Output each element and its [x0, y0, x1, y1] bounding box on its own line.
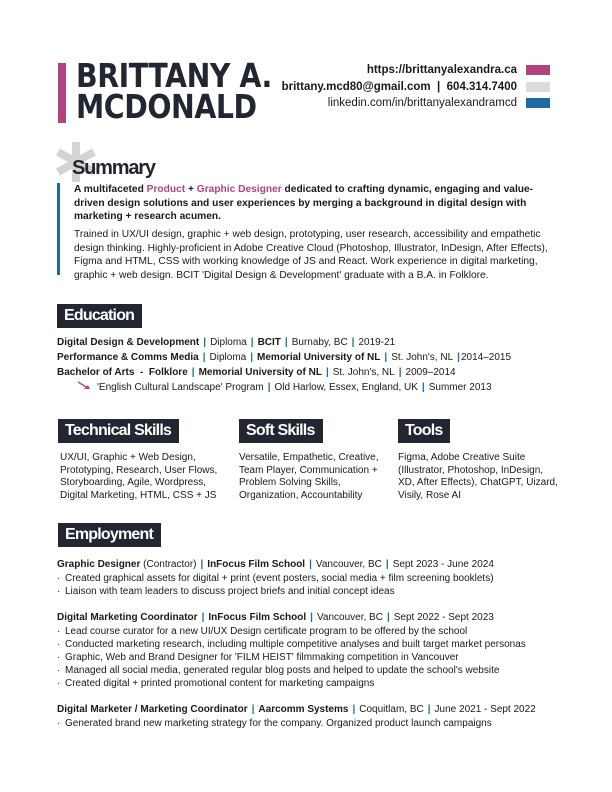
- lead-graphic-designer: Graphic Designer: [196, 184, 282, 195]
- lead-product: Product: [146, 184, 186, 195]
- job-role: Digital Marketing Coordinator: [57, 612, 198, 623]
- separator: |: [250, 352, 254, 363]
- separator: |: [384, 352, 388, 363]
- lead-text-rest: dedicated to crafting dynamic, engaging and value-driven design solutions and user experiences by merging a background in digital design with marketing + research acumen.: [74, 184, 534, 222]
- summary-accent-bar: [57, 183, 60, 275]
- job-company: Aarcomm Systems: [258, 704, 349, 715]
- bullet-icon: ·: [57, 665, 61, 676]
- separator: |: [267, 382, 271, 393]
- bullet-text: Generated brand new marketing strategy for the company. Organized product launch campaigns: [65, 718, 492, 729]
- edu-location: St. John's, NL: [332, 367, 395, 378]
- separator: |: [251, 704, 255, 715]
- education-row: [57, 350, 511, 365]
- bullet-icon: ·: [57, 678, 61, 689]
- bullet-icon: ·: [57, 718, 61, 729]
- separator: |: [351, 337, 355, 348]
- tools-heading: Tools: [398, 419, 450, 443]
- education-row: [57, 335, 511, 350]
- bullet-text: Managed all social media, generated regular blog posts and helped to update the school's website: [65, 665, 500, 676]
- pink-swatch: [526, 65, 550, 75]
- job-location: Vancouver, BC: [315, 559, 382, 570]
- separator: |: [310, 612, 313, 623]
- separator: |: [457, 352, 460, 363]
- edu-sub-program: 'English Cultural Landscape' Program: [97, 382, 264, 393]
- name-accent-bar: [58, 63, 66, 123]
- separator: |: [325, 367, 329, 378]
- separator: |: [250, 337, 254, 348]
- contact-block: [282, 62, 550, 112]
- technical-skills-heading: Technical Skills: [58, 419, 179, 443]
- job-title-row: [57, 612, 526, 623]
- job-bullet: [57, 677, 526, 690]
- job-bullet: [57, 664, 526, 677]
- edu-type: Diploma: [210, 337, 247, 348]
- technical-skills-text: UX/UI, Graphic + Web Design, Prototyping, Research, User Flows, Storyboarding, Agile, Wordpress, Digital Marketing, HTML, CSS + JS: [60, 452, 218, 501]
- name-line-1: BRITTANY A.: [76, 56, 272, 95]
- tools-text: Figma, Adobe Creative Suite (Illustrator, Photoshop, InDesign, XD, After Effects), ChatGPT, Uizard, Visily, Rose AI: [398, 452, 558, 501]
- education-heading: Education: [57, 304, 142, 328]
- edu-location: St. John's, NL: [391, 352, 454, 363]
- job-bullet: [57, 638, 526, 651]
- edu-dates: 2014–2015: [460, 352, 512, 363]
- job-title-row: [57, 704, 536, 715]
- bullet-icon: ·: [57, 626, 61, 637]
- name-line-2: MCDONALD: [76, 87, 257, 126]
- job-company: InFocus Film School: [207, 559, 306, 570]
- edu-school: Memorial University of NL: [257, 352, 381, 363]
- separator: |: [427, 704, 431, 715]
- bullet-text: Created graphical assets for digital + print (event posters, social media + film screening booklets): [65, 573, 494, 584]
- edu-dates: 2009–2014: [405, 367, 456, 378]
- education-list: [57, 335, 511, 395]
- bullet-icon: ·: [57, 639, 61, 650]
- separator: |: [386, 612, 390, 623]
- separator: |: [202, 352, 206, 363]
- lead-text: A multifaceted: [74, 184, 147, 195]
- edu-program: Bachelor of Arts - Folklore: [57, 367, 188, 378]
- website-link[interactable]: https://brittanyalexandra.ca: [366, 64, 517, 77]
- job-dates: Sept 2023 - June 2024: [392, 559, 494, 570]
- edu-school: Memorial University of NL: [198, 367, 322, 378]
- separator: |: [200, 559, 204, 570]
- bullet-text: Created digital + printed promotional content for marketing campaigns: [65, 678, 375, 689]
- education-sub-row: [57, 380, 511, 395]
- email-phone[interactable]: brittany.mcd80@gmail.com | 604.314.7400: [281, 80, 517, 93]
- bullet-text: Graphic, Web and Brand Designer for 'FILM HEIST' filmmaking competition in Vancouver: [65, 652, 459, 663]
- job-bullet: [57, 717, 536, 730]
- edu-school: BCIT: [257, 337, 281, 348]
- blue-swatch: [526, 98, 550, 108]
- separator: |: [284, 337, 288, 348]
- separator: |: [421, 382, 425, 393]
- job-entry: [57, 559, 494, 598]
- candidate-name: [76, 56, 272, 126]
- gray-swatch: [526, 82, 550, 92]
- job-role: Graphic Designer: [57, 559, 141, 570]
- job-entry: [57, 704, 536, 730]
- separator: |: [309, 559, 312, 570]
- job-title-row: [57, 559, 494, 570]
- job-entry: [57, 612, 526, 690]
- bullet-icon: ·: [57, 573, 61, 584]
- employment-heading: Employment: [58, 523, 161, 547]
- edu-type: Diploma: [209, 352, 247, 363]
- bullet-icon: ·: [57, 586, 61, 597]
- bullet-text: Conducted marketing research, including multiple competitive analyses and built target market personas: [65, 639, 526, 650]
- edu-dates: 2019-21: [358, 337, 396, 348]
- job-role: Digital Marketer / Marketing Coordinator: [57, 704, 248, 715]
- job-dates: Sept 2022 - Sept 2023: [393, 612, 494, 623]
- job-location: Coquitlam, BC: [359, 704, 424, 715]
- job-company: InFocus Film School: [208, 612, 307, 623]
- soft-skills-heading: Soft Skills: [239, 419, 323, 443]
- separator: |: [191, 367, 195, 378]
- edu-sub-location: Old Harlow, Essex, England, UK: [274, 382, 418, 393]
- job-role-note: (Contractor): [140, 559, 197, 570]
- bullet-icon: ·: [57, 652, 61, 663]
- separator: |: [203, 337, 207, 348]
- edu-program: Performance & Comms Media: [57, 352, 199, 363]
- summary-title: Summary: [72, 157, 155, 179]
- job-bullet: [57, 585, 494, 598]
- job-bullet: [57, 572, 494, 585]
- separator: |: [352, 704, 356, 715]
- lead-plus: +: [185, 184, 197, 195]
- separator: |: [385, 559, 389, 570]
- job-bullet: [57, 651, 526, 664]
- linkedin-link[interactable]: linkedin.com/in/brittanyalexandramcd: [327, 97, 517, 110]
- arrow-down-right-icon: [77, 381, 91, 390]
- separator: |: [398, 367, 402, 378]
- soft-skills-text: Versatile, Empathetic, Creative, Team Player, Communication + Problem Solving Skills, Organization, Accountability: [239, 452, 379, 501]
- edu-program: Digital Design & Development: [57, 337, 200, 348]
- job-bullet: [57, 625, 526, 638]
- job-location: Vancouver, BC: [316, 612, 383, 623]
- job-dates: June 2021 - Sept 2022: [434, 704, 536, 715]
- summary-lead: [74, 183, 544, 224]
- edu-location: Burnaby, BC: [291, 337, 348, 348]
- summary-body: Trained in UX/UI design, graphic + web design, prototyping, user research, accessibility and empathetic design thinking. Highly-proficient in Adobe Creative Cloud (Photoshop, Illustrator, InDesign, After Effects), Figma and HTML, CSS with working knowledge of JS and React. Work experience in digital marketing, graphic + web design. BCIT 'Digital Design & Development' graduate with a B.A. in Folklore.: [74, 229, 548, 281]
- separator: |: [201, 612, 205, 623]
- bullet-text: Lead course curator for a new UI/UX Design certificate program to be offered by the school: [65, 626, 468, 637]
- education-row: [57, 365, 511, 380]
- bullet-text: Liaison with team leaders to discuss project briefs and initial concept ideas: [65, 586, 395, 597]
- edu-sub-dates: Summer 2013: [428, 382, 492, 393]
